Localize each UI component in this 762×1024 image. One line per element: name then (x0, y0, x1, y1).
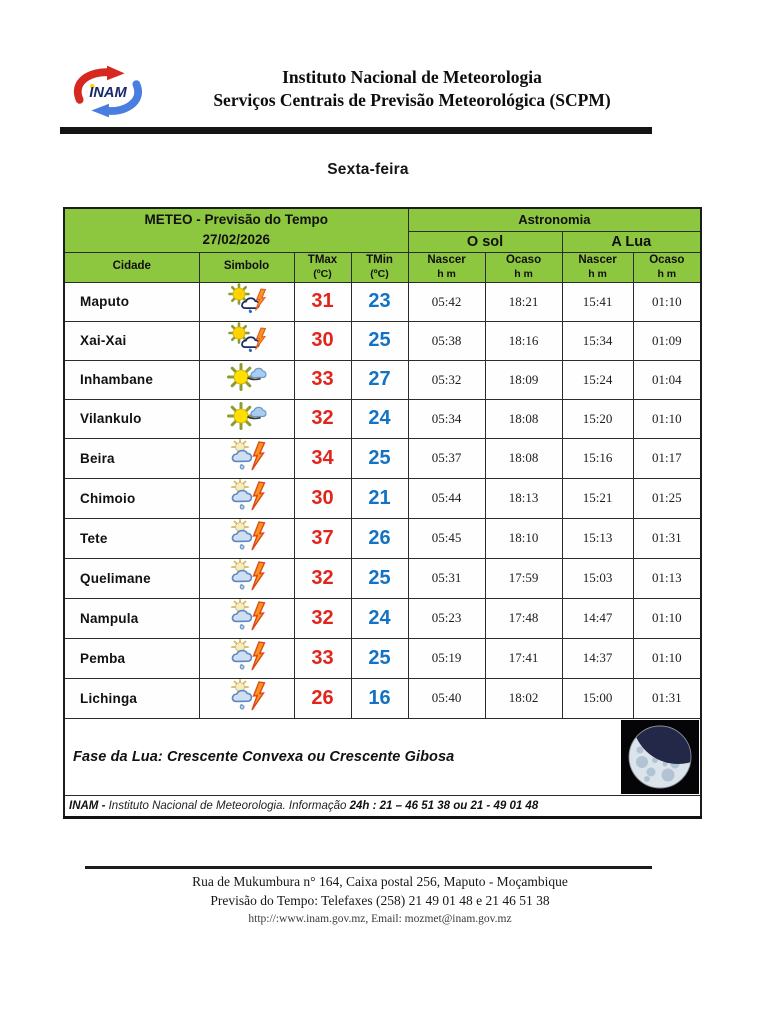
tmax-cell: 33 (294, 360, 351, 399)
footer-web: http://:www.inam.gov.mz, Email: mozmet@inam.gov.mz (248, 912, 512, 925)
moon-rise-cell: 15:41 (562, 282, 633, 321)
weather-icon (226, 559, 268, 598)
sun-set-cell: 17:59 (485, 558, 562, 598)
col-sun-set-unit: h m (514, 267, 533, 280)
tmin-cell: 24 (351, 598, 408, 638)
weather-icon (225, 322, 269, 359)
table-row (64, 478, 701, 518)
col-tmin-unit: (ºC) (370, 267, 389, 280)
moon-rise-cell: 14:47 (562, 598, 633, 638)
rain-thunder-icon (226, 439, 268, 473)
title-line-2: Serviços Centrais de Previsão Meteorológica (SCPM) (213, 90, 611, 111)
col-tmin (351, 252, 408, 282)
moon-phase-row (64, 718, 701, 795)
city-cell: Maputo (64, 282, 199, 321)
moon-rise-cell: 15:24 (562, 360, 633, 399)
weather-icon (226, 599, 268, 638)
info-prefix: INAM - (69, 799, 106, 812)
footer-phone: Previsão do Tempo: Telefaxes (258) 21 49 01 48 e 21 46 51 38 (210, 892, 550, 908)
weather-icon (226, 479, 268, 518)
tmax-cell: 32 (294, 598, 351, 638)
table-row (64, 282, 701, 321)
tmax-cell: 34 (294, 438, 351, 478)
info-strip (64, 795, 701, 817)
forecast-table-wrap (63, 207, 700, 819)
city-cell: Inhambane (64, 360, 199, 399)
sun-set-cell: 18:08 (485, 438, 562, 478)
tmin-cell: 25 (351, 638, 408, 678)
col-sun-rise-unit: h m (437, 267, 456, 280)
table-row (64, 321, 701, 360)
moon-rise-cell: 15:03 (562, 558, 633, 598)
col-moon-set (633, 252, 701, 282)
sun-rise-cell: 05:44 (408, 478, 485, 518)
city-cell: Tete (64, 518, 199, 558)
symbol-cell (199, 478, 294, 518)
moon-rise-cell: 14:37 (562, 638, 633, 678)
symbol-cell (199, 321, 294, 360)
tmax-cell: 33 (294, 638, 351, 678)
astronomia-header-cell: Astronomia (408, 208, 701, 231)
tmin-cell: 27 (351, 360, 408, 399)
moon-set-cell: 01:31 (633, 518, 701, 558)
sun-cloud-icon (226, 401, 268, 431)
moon-set-cell: 01:17 (633, 438, 701, 478)
meteo-header-cell (64, 208, 408, 252)
symbol-cell (199, 678, 294, 718)
meteo-title: METEO - Previsão do Tempo (144, 212, 329, 227)
rain-thunder-icon (226, 599, 268, 633)
tmax-cell: 37 (294, 518, 351, 558)
col-moon-rise (562, 252, 633, 282)
moon-set-cell: 01:31 (633, 678, 701, 718)
tmin-cell: 26 (351, 518, 408, 558)
symbol-cell (199, 518, 294, 558)
moon-rise-cell: 15:34 (562, 321, 633, 360)
inam-logo-text: INAM (89, 84, 127, 101)
rain-thunder-icon (226, 479, 268, 513)
table-row (64, 638, 701, 678)
symbol-cell (199, 638, 294, 678)
table-row (64, 360, 701, 399)
tmax-cell: 26 (294, 678, 351, 718)
col-symbol: Simbolo (199, 252, 294, 282)
sun-rise-cell: 05:23 (408, 598, 485, 638)
moon-set-cell: 01:10 (633, 399, 701, 438)
col-tmax-label: TMax (307, 253, 338, 266)
table-row (64, 438, 701, 478)
sun-set-cell: 18:08 (485, 399, 562, 438)
rain-thunder-icon (226, 639, 268, 673)
moon-phase-label: Fase da Lua: Crescente Convexa ou Crescente Gibosa (73, 748, 455, 765)
sun-set-cell: 17:48 (485, 598, 562, 638)
moon-rise-cell: 15:13 (562, 518, 633, 558)
col-tmin-label: TMin (366, 253, 393, 266)
weather-icon (226, 679, 268, 718)
rain-thunder-icon (226, 679, 268, 713)
moon-set-cell: 01:09 (633, 321, 701, 360)
sun-cloud-thunder-icon (225, 283, 269, 315)
tmin-cell: 24 (351, 399, 408, 438)
footer-divider (85, 866, 652, 869)
sun-cloud-thunder-icon (225, 322, 269, 354)
moon-set-cell: 01:04 (633, 360, 701, 399)
city-cell: Pemba (64, 638, 199, 678)
sun-rise-cell: 05:31 (408, 558, 485, 598)
symbol-cell (199, 558, 294, 598)
day-title: Sexta-feira (327, 161, 409, 178)
info-phone: 24h : 21 – 46 51 38 ou 21 - 49 01 48 (349, 799, 539, 812)
sun-rise-cell: 05:40 (408, 678, 485, 718)
table-row (64, 399, 701, 438)
city-cell: Chimoio (64, 478, 199, 518)
col-tmax-unit: (ºC) (313, 267, 332, 280)
table-row (64, 678, 701, 718)
sun-header-cell: O sol (408, 231, 562, 252)
tmin-cell: 21 (351, 478, 408, 518)
info-middle: Instituto Nacional de Meteorologia. Informação (105, 799, 350, 812)
forecast-table (63, 207, 702, 819)
sun-cloud-icon (226, 362, 268, 392)
footer-address-block (40, 873, 720, 927)
symbol-cell (199, 282, 294, 321)
sun-set-cell: 18:13 (485, 478, 562, 518)
tmin-cell: 25 (351, 321, 408, 360)
col-sun-set (485, 252, 562, 282)
rain-thunder-icon (226, 519, 268, 553)
col-sun-set-label: Ocaso (505, 253, 542, 266)
sun-set-cell: 18:09 (485, 360, 562, 399)
sun-set-cell: 18:02 (485, 678, 562, 718)
tmin-cell: 25 (351, 438, 408, 478)
moon-rise-cell: 15:21 (562, 478, 633, 518)
sun-rise-cell: 05:34 (408, 399, 485, 438)
moon-rise-cell: 15:00 (562, 678, 633, 718)
symbol-cell (199, 360, 294, 399)
weather-icon (226, 519, 268, 558)
moon-header-cell: A Lua (562, 231, 701, 252)
moon-set-cell: 01:10 (633, 638, 701, 678)
sun-rise-cell: 05:19 (408, 638, 485, 678)
tmax-cell: 30 (294, 321, 351, 360)
moon-rise-cell: 15:16 (562, 438, 633, 478)
title-line-1: Instituto Nacional de Meteorologia (282, 67, 542, 87)
forecast-date: 27/02/2026 (202, 232, 271, 248)
col-moon-set-label: Ocaso (649, 253, 685, 266)
moon-phase-image (621, 720, 699, 794)
tmin-cell: 25 (351, 558, 408, 598)
sun-set-cell: 18:16 (485, 321, 562, 360)
weather-icon (226, 439, 268, 478)
weather-icon (226, 401, 268, 436)
tmin-cell: 16 (351, 678, 408, 718)
sun-rise-cell: 05:38 (408, 321, 485, 360)
tmax-cell: 32 (294, 399, 351, 438)
moon-set-cell: 01:10 (633, 282, 701, 321)
table-row (64, 558, 701, 598)
col-city: Cidade (64, 252, 199, 282)
symbol-cell (199, 399, 294, 438)
col-sun-rise-label: Nascer (427, 253, 466, 266)
tmax-cell: 32 (294, 558, 351, 598)
sun-set-cell: 17:41 (485, 638, 562, 678)
weather-icon (226, 362, 268, 397)
weather-icon (226, 639, 268, 678)
city-cell: Xai-Xai (64, 321, 199, 360)
weather-icon (225, 283, 269, 320)
table-row (64, 518, 701, 558)
sun-rise-cell: 05:32 (408, 360, 485, 399)
city-cell: Nampula (64, 598, 199, 638)
tmax-cell: 30 (294, 478, 351, 518)
tmin-cell: 23 (351, 282, 408, 321)
table-row (64, 598, 701, 638)
sun-rise-cell: 05:42 (408, 282, 485, 321)
col-moon-rise-label: Nascer (578, 253, 617, 266)
city-cell: Lichinga (64, 678, 199, 718)
city-cell: Beira (64, 438, 199, 478)
moon-set-cell: 01:13 (633, 558, 701, 598)
symbol-cell (199, 438, 294, 478)
col-sun-rise (408, 252, 485, 282)
moon-set-cell: 01:10 (633, 598, 701, 638)
rain-thunder-icon (226, 559, 268, 593)
city-cell: Vilankulo (64, 399, 199, 438)
symbol-cell (199, 598, 294, 638)
tmax-cell: 31 (294, 282, 351, 321)
footer-address: Rua de Mukumbura n° 164, Caixa postal 256, Maputo - Moçambique (192, 874, 568, 889)
moon-set-cell: 01:25 (633, 478, 701, 518)
sun-rise-cell: 05:45 (408, 518, 485, 558)
moon-rise-cell: 15:20 (562, 399, 633, 438)
sun-set-cell: 18:10 (485, 518, 562, 558)
col-tmax (294, 252, 351, 282)
city-cell: Quelimane (64, 558, 199, 598)
col-moon-set-unit: h m (657, 267, 677, 280)
header-divider (60, 127, 652, 134)
sun-set-cell: 18:21 (485, 282, 562, 321)
col-moon-rise-unit: h m (588, 267, 607, 280)
sun-rise-cell: 05:37 (408, 438, 485, 478)
document-header (132, 66, 692, 112)
